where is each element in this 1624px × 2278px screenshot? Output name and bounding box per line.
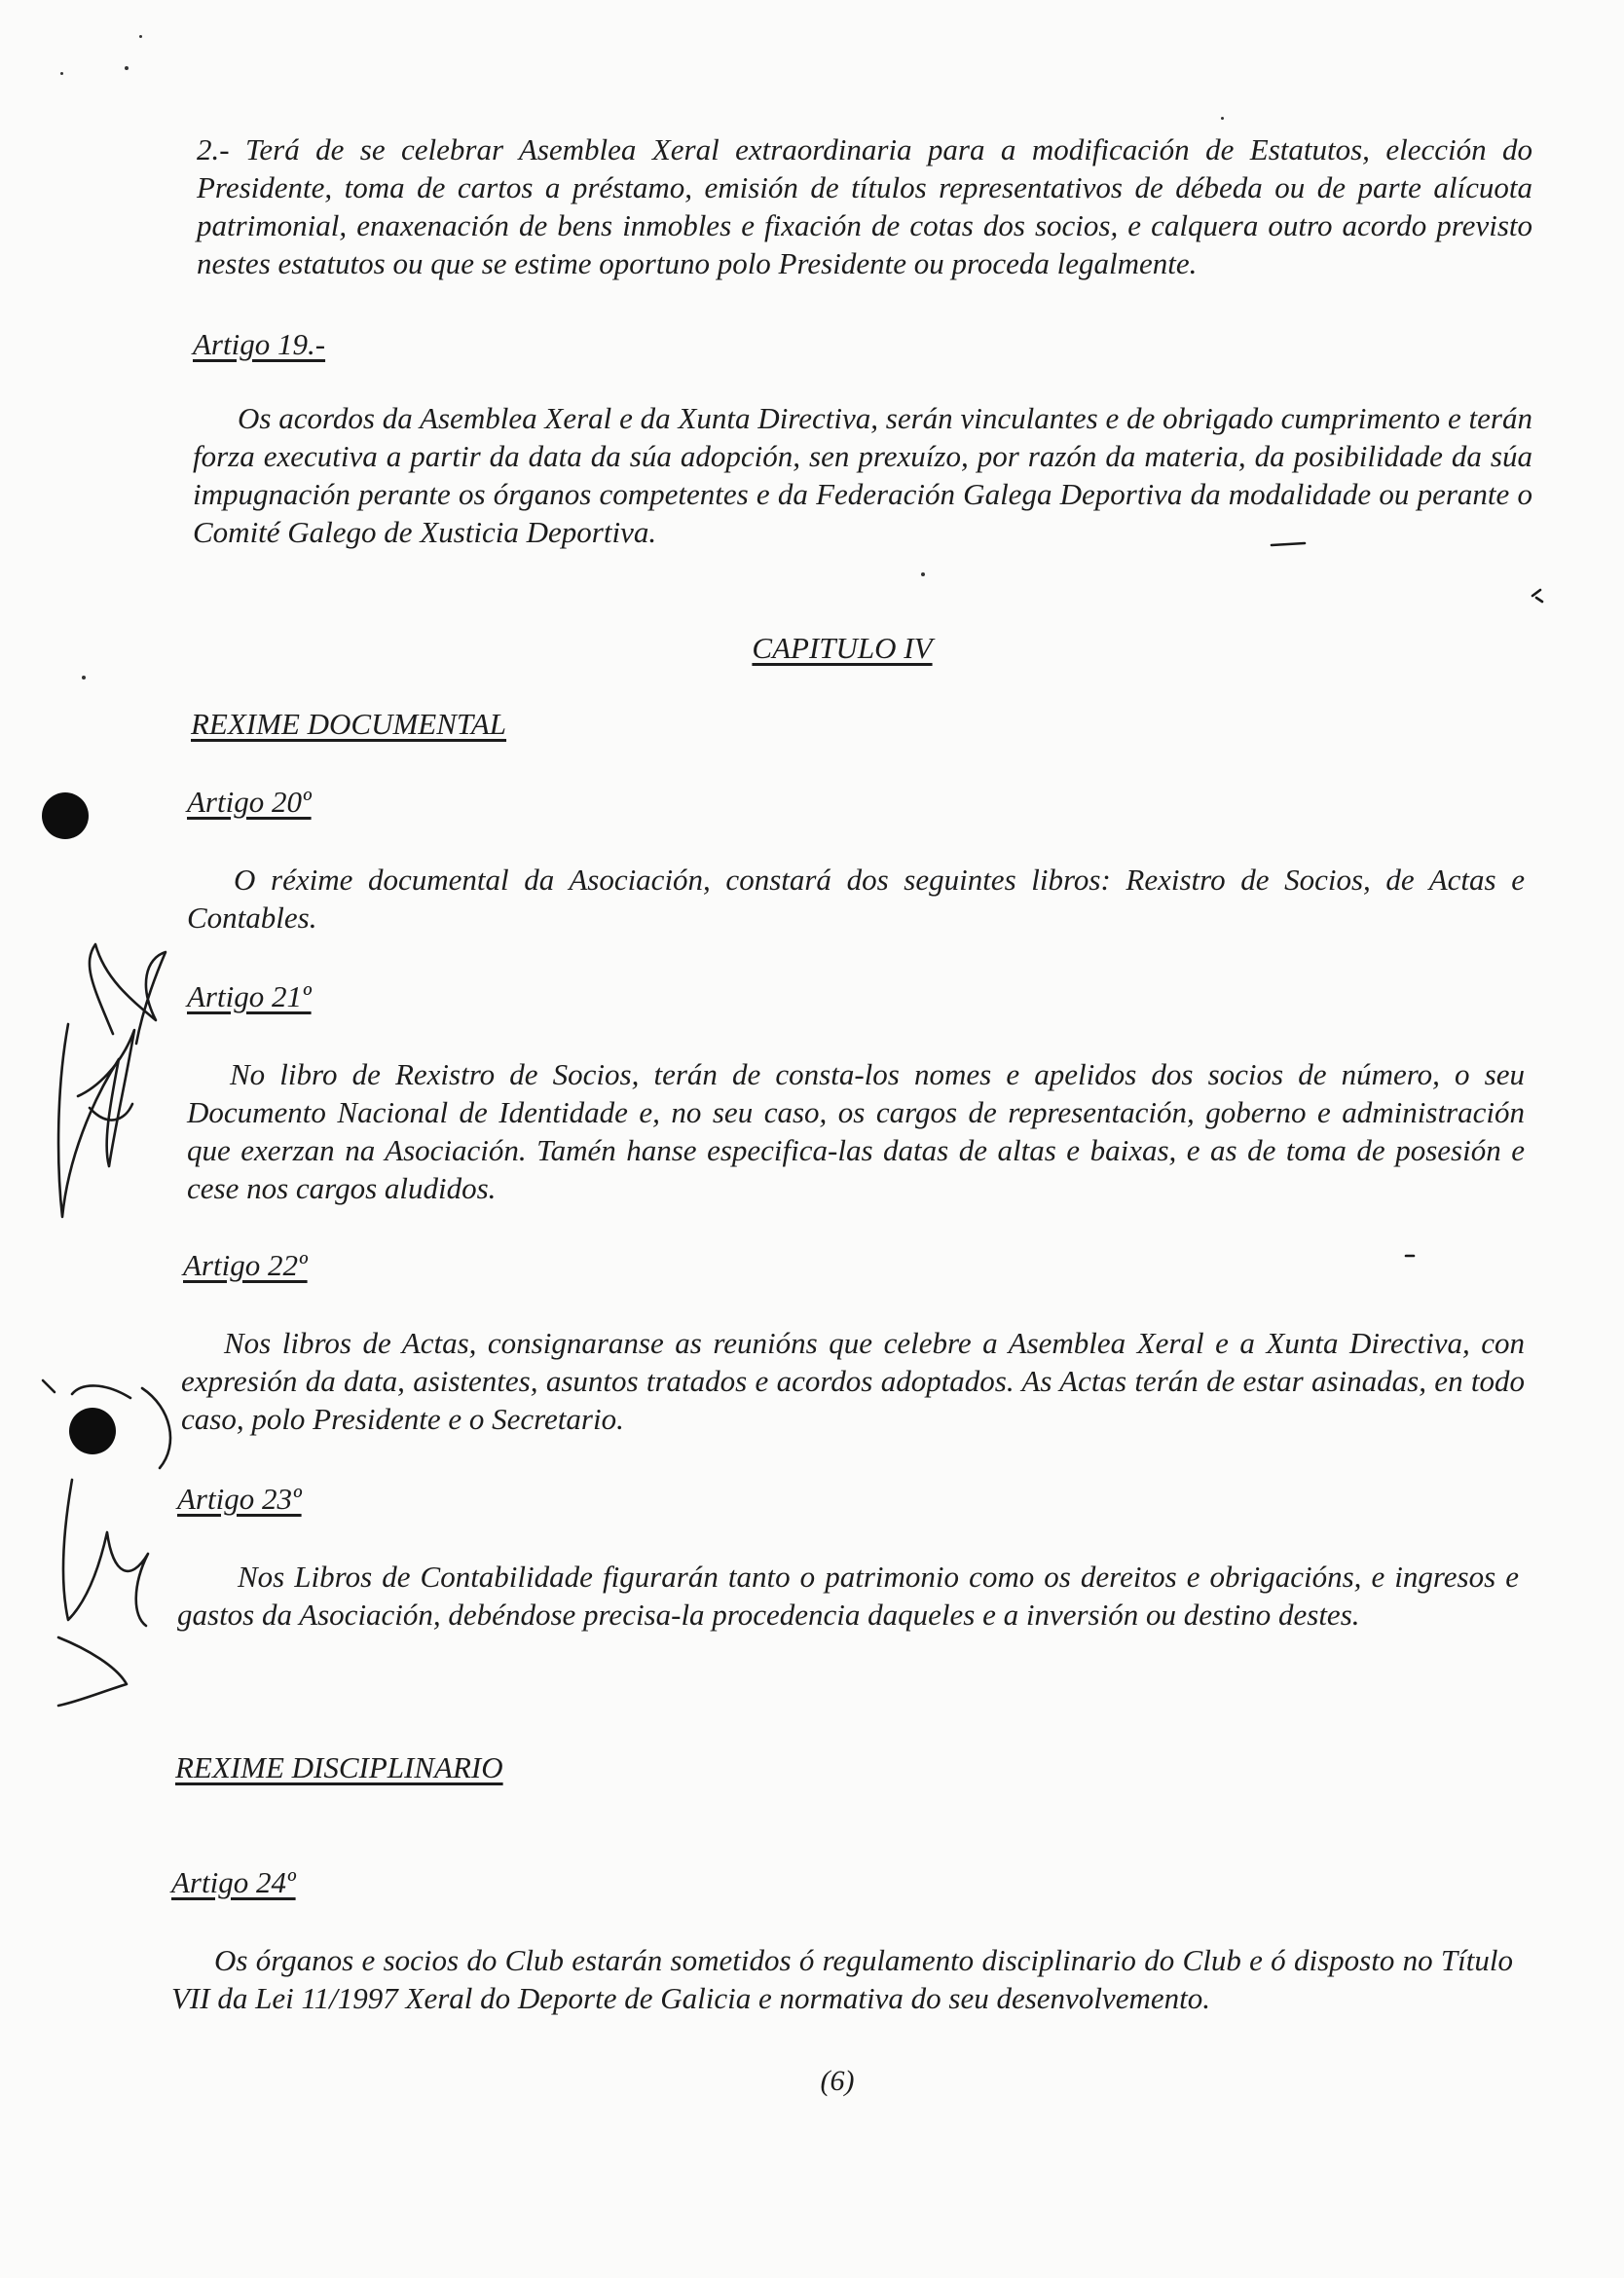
artigo-24-heading: Artigo 24º <box>171 1865 296 1899</box>
artigo-21-text: No libro de Rexistro de Socios, terán de consta-los nomes e apelidos dos socios de número, o seu Documento Nacional de Identidade e, no seu caso, os cargos de representación, goberno e administración que exerzan na Asociación. Tamén hanse especifica-las datas de altas e baixas, e as de toma de posesión e cese nos cargos aludidos. <box>187 1057 1525 1205</box>
scan-speck <box>60 72 63 75</box>
section-rexime-documental: REXIME DOCUMENTAL <box>191 707 507 741</box>
artigo-23-heading: Artigo 23º <box>177 1482 302 1516</box>
scan-speck <box>1221 117 1224 120</box>
punch-hole-bottom <box>69 1408 116 1454</box>
paragraph-2: 2.- Terá de se celebrar Asemblea Xeral extraordinaria para a modificación de Estatutos, elección do Presidente, toma de cartos a préstamo, emisión de títulos representativos de débeda ou de parte alícuota patrimonial, enaxenación de bens inmobles e fixación de cotas dos socios, e calquera outro acordo previsto nestes estatutos ou que se estime oportuno polo Presidente ou proceda legalmente. <box>197 132 1532 280</box>
scan-speck <box>921 572 925 576</box>
artigo-24-text: Os órganos e socios do Club estarán sometidos ó regulamento disciplinario do Club e ó disposto no Título VII da Lei 11/1997 Xeral do Deporte de Galicia e normativa do seu desenvolvemento. <box>171 1943 1513 2015</box>
artigo-20-heading: Artigo 20º <box>187 785 312 819</box>
page-number: (6) <box>820 2065 855 2097</box>
artigo-19-text: Os acordos da Asemblea Xeral e da Xunta Directiva, serán vinculantes e de obrigado cumprimento e terán forza executiva a partir da data da súa adopción, sen prexuízo, por razón da materia, da posibilidade da súa impugnación perante os órganos competentes e da Federación Galega Deportiva da modalidade ou perante o Comité Galego de Xusticia Deportiva. <box>193 401 1532 549</box>
artigo-19-heading: Artigo 19.- <box>193 327 326 361</box>
punch-hole-top <box>42 792 89 839</box>
scan-speck <box>82 676 86 680</box>
scan-speck <box>139 35 142 38</box>
section-rexime-disciplinario: REXIME DISCIPLINARIO <box>175 1750 503 1784</box>
artigo-22-heading: Artigo 22º <box>183 1248 308 1282</box>
artigo-22-text: Nos libros de Actas, consignaranse as reunións que celebre a Asemblea Xeral e a Xunta Directiva, con expresión da data, asistentes, asuntos tratados e acordos adoptados. As Actas terán de estar asinadas, en todo caso, polo Presidente e o Secretario. <box>181 1326 1525 1436</box>
artigo-21-heading: Artigo 21º <box>187 979 312 1013</box>
artigo-23-text: Nos Libros de Contabilidade figurarán tanto o patrimonio como os dereitos e obrigacións, e ingresos e gastos da Asociación, debéndose precisa-la procedencia daqueles e a inversión ou destino destes. <box>177 1560 1519 1632</box>
scan-speck <box>125 66 129 70</box>
chapter-title: CAPITULO IV <box>752 631 933 665</box>
artigo-20-text: O réxime documental da Asociación, constará dos seguintes libros: Rexistro de Socios, de Actas e Contables. <box>187 863 1525 935</box>
